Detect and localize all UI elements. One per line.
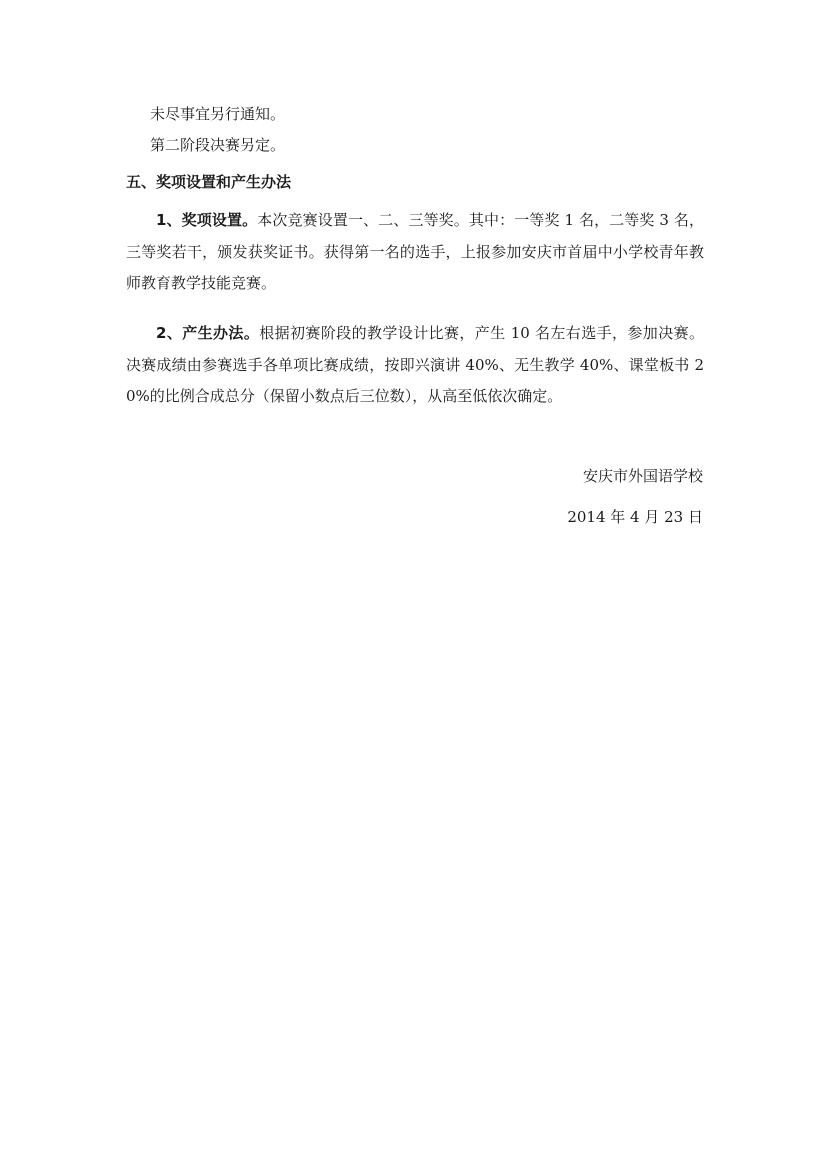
signature-organization: 安庆市外国语学校 [582, 467, 703, 485]
section-heading: 五、奖项设置和产生办法 [126, 173, 292, 191]
paragraph-lead: 1、奖项设置。 [156, 211, 258, 229]
note-line-2: 第二阶段决赛另定。 [150, 136, 286, 154]
paragraph-award-setup [126, 205, 704, 300]
paragraph-lead: 2、产生办法。 [156, 324, 260, 342]
paragraph-selection-method [126, 318, 704, 413]
paragraph-text: 本次竞赛设置一、二、三等奖。其中：一等奖 1 名，二等奖 3 名，三等奖若干，颁发获奖证书。获得第一名的选手，上报参加安庆市首届中小学校青年教师教育教学技能竞赛。 [126, 211, 704, 292]
paragraph-text: 根据初赛阶段的教学设计比赛，产生 10 名左右选手，参加决赛。决赛成绩由参赛选手各单项比赛成绩，按即兴演讲 40%、无生教学 40%、课堂板书 20%的比例合成总分（保留小数点后三位数），从高至低依次确定。 [126, 324, 704, 405]
note-line-1: 未尽事宜另行通知。 [150, 105, 286, 123]
signature-date: 2014 年 4 月 23 日 [567, 508, 703, 526]
